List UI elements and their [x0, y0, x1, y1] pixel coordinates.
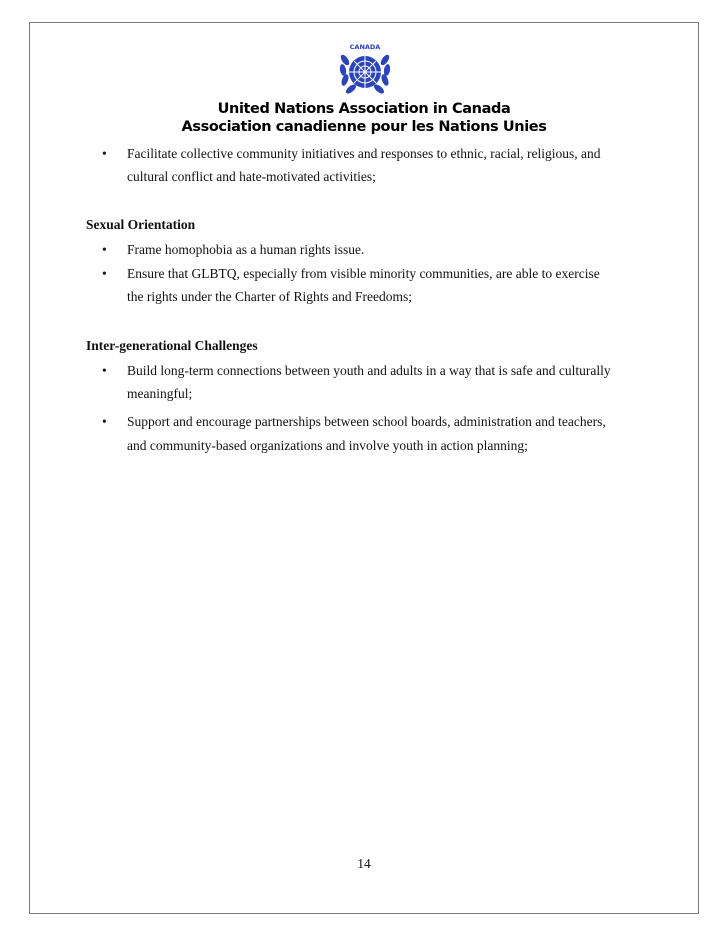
bullet-symbol: •	[102, 266, 107, 281]
logo-text: CANADA	[349, 43, 381, 51]
org-name-french: Association canadienne pour les Nations Unies	[181, 119, 547, 135]
bullet-text-line: and community-based organizations and involve youth in action planning;	[127, 438, 528, 453]
bullet-text-line: Facilitate collective community initiatives and responses to ethnic, racial, religious, and	[127, 146, 601, 161]
section-heading: Sexual Orientation	[86, 217, 196, 232]
un-emblem-icon	[335, 40, 395, 100]
bullet-text-line: meaningful;	[127, 386, 193, 401]
bullet-text-line: cultural conflict and hate-motivated activities;	[127, 169, 376, 184]
bullet-symbol: •	[102, 414, 107, 429]
bullet-text-line: Build long-term connections between youth and adults in a way that is safe and culturally	[127, 363, 611, 378]
bullet-text-line: Frame homophobia as a human rights issue.	[127, 242, 365, 257]
org-name-english: United Nations Association in Canada	[217, 101, 511, 117]
bullet-text-line: the rights under the Charter of Rights and Freedoms;	[127, 289, 412, 304]
bullet-text-line: Ensure that GLBTQ, especially from visible minority communities, are able to exercise	[127, 266, 600, 281]
bullet-text-line: Support and encourage partnerships between school boards, administration and teachers,	[127, 414, 606, 429]
bullet-symbol: •	[102, 242, 107, 257]
section-heading: Inter-generational Challenges	[86, 338, 258, 353]
bullet-symbol: •	[102, 363, 107, 378]
page-number: 14	[357, 856, 371, 871]
bullet-symbol: •	[102, 146, 107, 161]
